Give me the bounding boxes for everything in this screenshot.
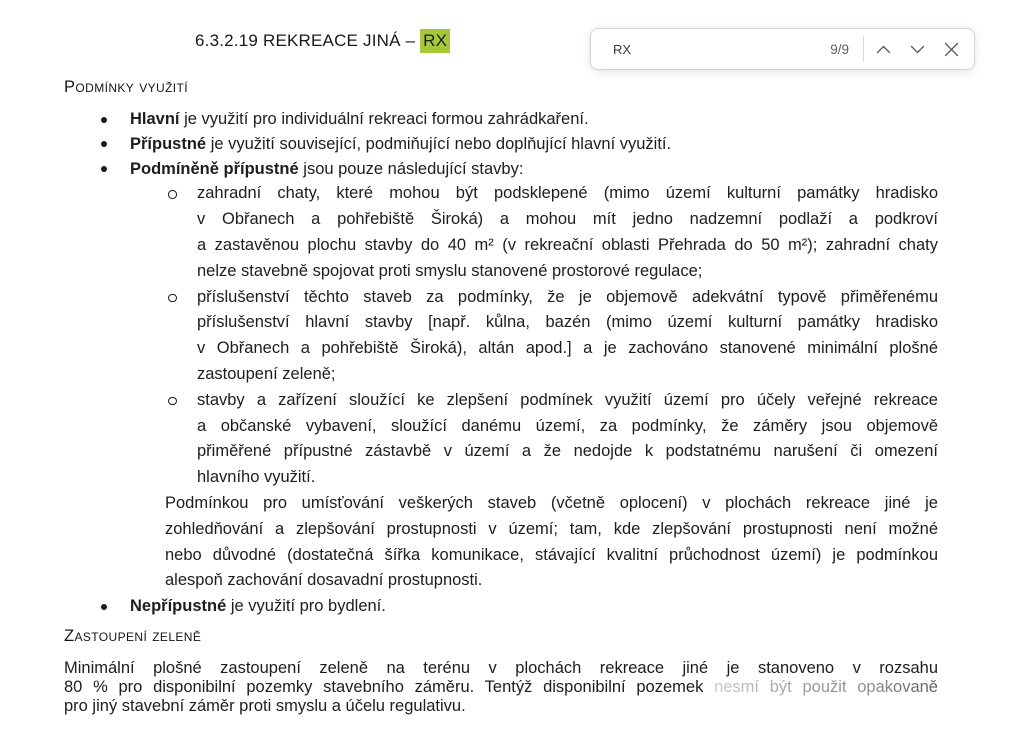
text-line: zastoupení zeleně; (197, 364, 336, 383)
text-line: příslušenství hlavní stavby [např. kůlna, bazén (mimo území kulturní památky hradisko (197, 313, 938, 332)
section-usage (64, 77, 938, 619)
text-line: nebo důvodné (dostatečná šířka komunikace, stávající kvalitní průchodnost území) je podmínkou (165, 545, 938, 564)
text-line: v Obřanech a pohřebiště Široká), altán apod.] a je zachováno stanovené minimální plošné (197, 339, 938, 358)
text-line: nelze stavebně spojovat proti smyslu stanovené prostorové regulace; (197, 261, 703, 280)
close-icon (944, 42, 959, 57)
text-line: přiměřené přípustné zástavbě v území a že nedojde k podstatnému narušení či omezení (197, 442, 938, 461)
text-line: Podmínkou pro umísťování veškerých staveb (včetně oplocení) v plochách rekreace jiné je (165, 493, 938, 512)
bullet-lead: Podmíněně přípustné (130, 159, 299, 178)
chevron-up-icon (876, 45, 891, 54)
text-line: Minimální plošné zastoupení zeleně na terénu v plochách rekreace jiné je stanoveno v rozsahu (64, 659, 938, 677)
conditional-sublist (64, 181, 938, 491)
text-line (64, 678, 938, 697)
faded-text: nesmí být použit opakovaně (714, 678, 938, 696)
previous-match-button[interactable] (866, 32, 900, 66)
circle-bullet-icon (168, 397, 177, 406)
section-greenery (64, 626, 938, 733)
bullet-lead: Hlavní (130, 110, 180, 128)
list-item-garden-huts (64, 181, 938, 284)
search-highlight: RX (420, 29, 450, 53)
text-line: a občanské vybavení, sloužící danému území, za podmínky, že záměry jsou objemově (197, 416, 938, 435)
greenery-line2-text: 80 % pro disponibilní pozemky stavebního záměru. Tentýž disponibilní pozemek (64, 678, 715, 696)
bullet-icon (101, 604, 107, 610)
text-line: příslušenství těchto staveb za podmínky, že je objemově adekvátní typově přiměřenému (197, 287, 938, 306)
bullet-text: je využití související, podmiňující nebo doplňující hlavní využití. (206, 134, 672, 153)
section-heading-usage: Podmínky využití (64, 78, 188, 96)
text-line: zahradní chaty, které mohou být podsklepené (mimo území kulturní památky hradisko (197, 184, 938, 203)
text-line: hlavního využití. (197, 468, 316, 487)
close-find-button[interactable] (934, 32, 968, 66)
list-item-impermissible-use (64, 594, 938, 619)
sub-bullet-text (197, 181, 938, 284)
next-match-button[interactable] (900, 32, 934, 66)
list-item-public-recreation (64, 388, 938, 491)
text-line: a zastavěnou plochu stavby do 40 m² (v rekreační oblasti Přehrada do 50 m²); zahradní chaty (197, 235, 938, 254)
list-item-main-use (64, 107, 938, 132)
sub-bullet-text (197, 388, 938, 491)
circle-bullet-icon (168, 190, 177, 199)
bullet-icon (101, 141, 107, 147)
list-item-accessories (64, 285, 938, 388)
text-line: zohledňování a zlepšování prostupnosti v území; tam, kde zlepšování prostupnosti není možné (165, 519, 938, 538)
bullet-text: je využití pro bydlení. (226, 597, 386, 616)
find-bar (590, 28, 975, 70)
bullet-text: jsou pouze následující stavby: (298, 159, 524, 178)
usage-bullet-list-final (64, 594, 938, 619)
match-count: 9/9 (830, 41, 849, 57)
section-heading-greenery: Zastoupení zeleně (64, 627, 202, 645)
bullet-icon (101, 117, 107, 123)
find-bar-divider (863, 36, 864, 62)
circle-bullet-icon (168, 294, 177, 303)
text-line: stavby a zařízení sloužící ke zlepšení podmínek využití území pro účely veřejné rekreace (197, 390, 938, 409)
chevron-down-icon (910, 45, 925, 54)
bullet-text: je využití pro individuální rekreaci formou zahrádkaření. (179, 110, 589, 128)
page-title (195, 31, 450, 51)
sub-bullet-text (197, 285, 938, 388)
text-line: pro jiný stavební záměr proti smyslu a účelu regulativu. (64, 697, 466, 715)
list-item-conditional-use (64, 157, 938, 182)
bullet-lead: Nepřípustné (130, 597, 227, 616)
text-line: alespoň zachování dosavadní prostupnosti. (165, 571, 483, 590)
page-title-text: 6.3.2.19 REKREACE JINÁ – (195, 31, 421, 50)
bullet-lead: Přípustné (130, 134, 207, 153)
bullet-icon (101, 166, 107, 172)
find-input[interactable] (613, 42, 830, 57)
usage-note-paragraph (165, 491, 938, 594)
list-item-permissible-use (64, 132, 938, 157)
text-line: v Obřanech a pohřebiště Široká) a mohou mít jedno nadzemní podlaží a podkroví (197, 210, 938, 229)
usage-bullet-list (64, 107, 938, 181)
